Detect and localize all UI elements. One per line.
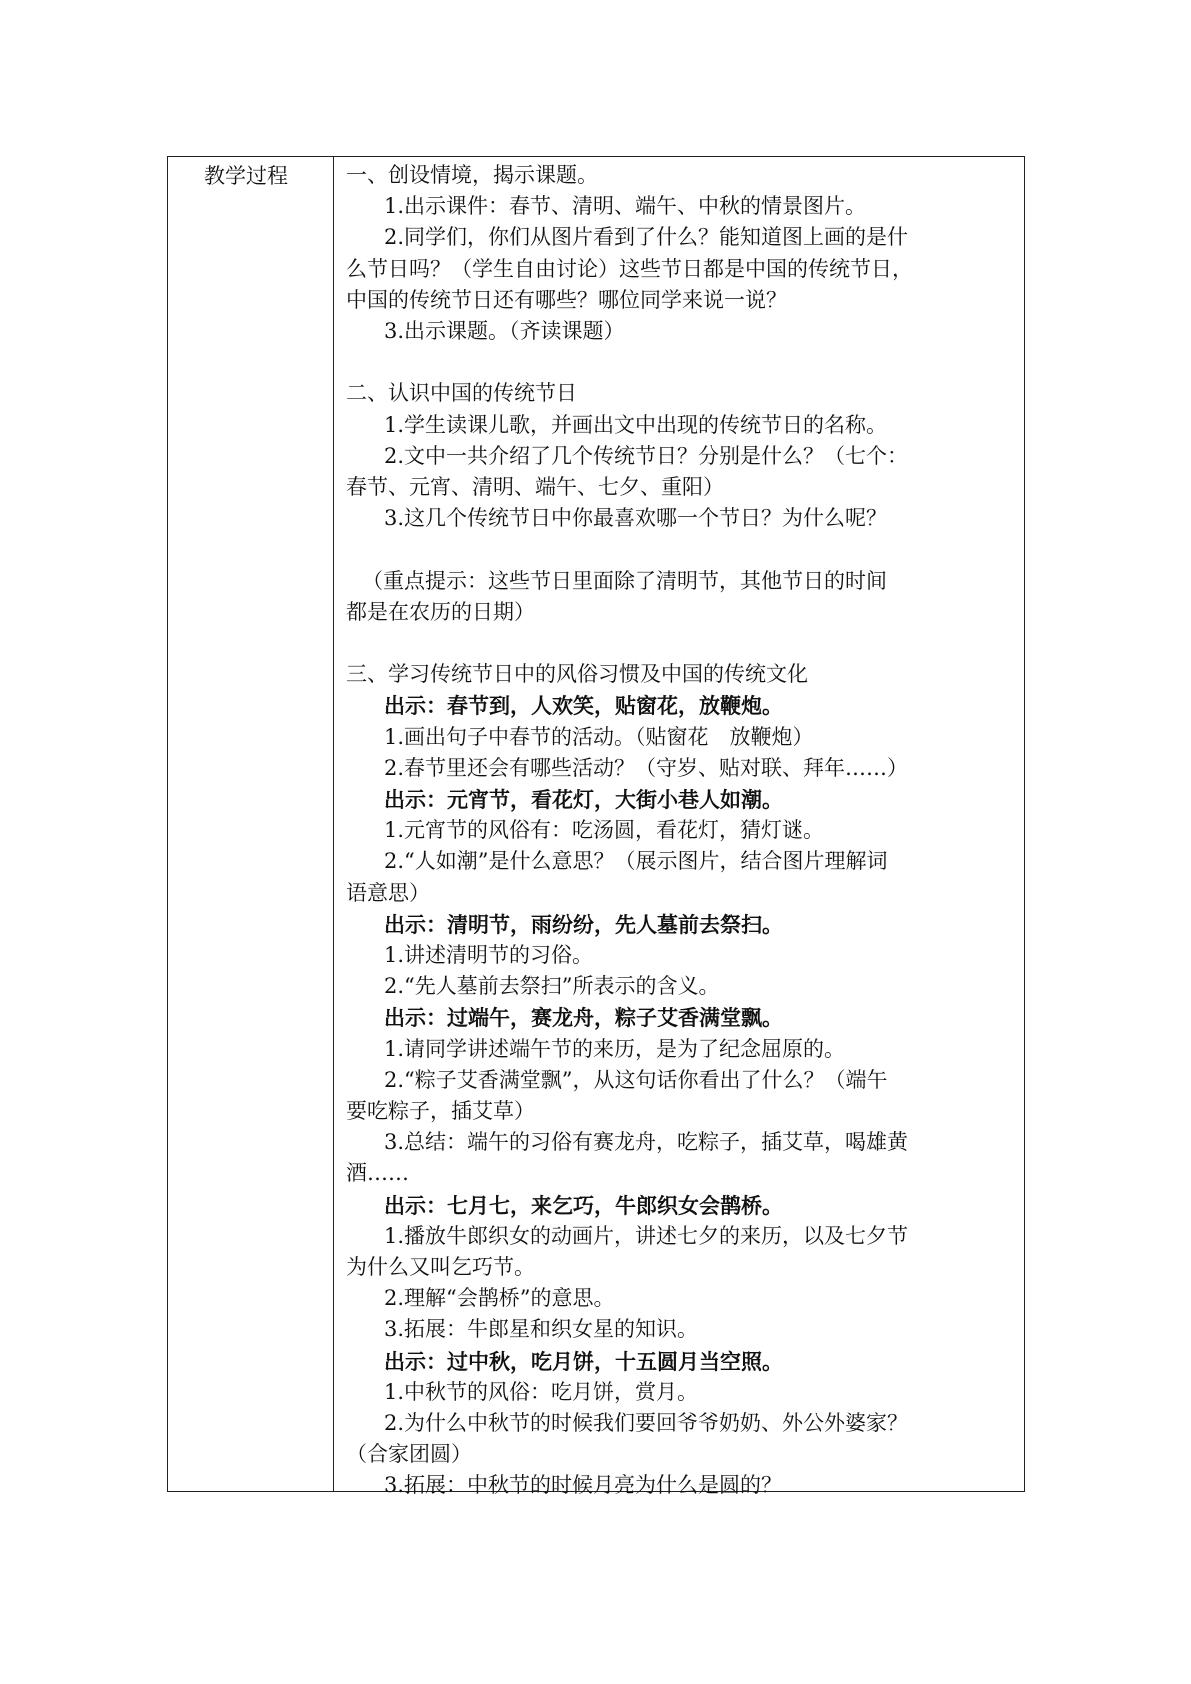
display-verse-line: 出示：清明节，雨纷纷，先人墓前去祭扫。 [384,911,783,937]
content-line: 三、学习传统节日中的风俗习惯及中国的传统文化 [346,662,808,687]
label-cell [168,157,334,1491]
content-line: 2.春节里还会有哪些活动？（守岁、贴对联、拜年……） [384,755,909,780]
content-line: 2.同学们，你们从图片看到了什么？能知道图上画的是什 [384,225,909,250]
content-line: 1.请同学讲述端午节的来历，是为了纪念屈原的。 [384,1036,846,1061]
content-line: 要吃粽子，插艾草） [346,1099,535,1123]
content-line: 3.出示课题。（齐读课题） [384,319,625,343]
content-line: 1.讲述清明节的习俗。 [384,943,594,967]
content-line: 都是在农历的日期） [346,599,535,624]
content-line: 1.元宵节的风俗有：吃汤圆，看花灯，猜灯谜。 [384,818,825,843]
content-line: 2.为什么中秋节的时候我们要回爷爷奶奶、外公外婆家？ [384,1411,909,1435]
content-line: （合家团圆） [346,1442,472,1467]
content-line: 1.出示课件：春节、清明、端午、中秋的情景图片。 [384,194,867,219]
content-line: 春节、元宵、清明、端午、七夕、重阳） [346,475,724,499]
display-verse-line: 出示：春节到，人欢笑，贴窗花，放鞭炮。 [384,693,783,719]
display-verse-line: 出示：过端午，赛龙舟，粽子艾香满堂飘。 [384,1005,783,1031]
display-verse-line: 出示：七月七，来乞巧，牛郎织女会鹊桥。 [384,1192,783,1218]
display-verse-line: 出示：元宵节，看花灯，大街小巷人如潮。 [384,787,783,812]
content-line: 么节日吗？（学生自由讨论）这些节日都是中国的传统节日， [346,256,913,281]
content-line: 3.拓展：牛郎星和织女星的知识。 [384,1317,699,1342]
content-line: 2.理解“会鹊桥”的意思。 [384,1286,615,1311]
lesson-table [167,156,1025,1498]
content-line: 二、认识中国的传统节日 [346,381,577,406]
content-line: 酒…… [346,1161,409,1186]
content-line: 3.拓展：中秋节的时候月亮为什么是圆的？ [384,1473,783,1498]
display-verse-line: 出示：过中秋，吃月饼，十五圆月当空照。 [384,1348,783,1374]
content-line: 2.“粽子艾香满堂飘”，从这句话你看出了什么？（端午 [384,1067,888,1092]
content-line: 3.总结：端午的习俗有赛龙舟，吃粽子，插艾草，喝雄黄 [384,1130,909,1155]
content-line: 2.文中一共介绍了几个传统节日？分别是什么？（七个： [384,443,909,468]
content-line: 1.学生读课儿歌，并画出文中出现的传统节日的名称。 [384,412,888,437]
content-line: 1.播放牛郎织女的动画片，讲述七夕的来历，以及七夕节 [384,1223,909,1248]
content-line: 中国的传统节日还有哪些？哪位同学来说一说？ [346,287,787,312]
content-line: 为什么又叫乞巧节。 [346,1255,535,1279]
content-line: 3.这几个传统节日中你最喜欢哪一个节日？为什么呢？ [384,506,888,531]
content-line: 语意思） [346,880,430,905]
content-line: 一、创设情境，揭示课题。 [346,163,598,187]
content-line: 2.“人如潮”是什么意思？（展示图片，结合图片理解词 [384,849,888,874]
row-label: 教学过程 [204,164,288,188]
content-line: 1.画出句子中春节的活动。（贴窗花 放鞭炮） [384,724,814,749]
content-line: （重点提示：这些节日里面除了清明节，其他节日的时间 [362,568,887,593]
content-line: 1.中秋节的风俗：吃月饼，赏月。 [384,1379,699,1404]
content-cell [334,157,1024,1498]
content-line: 2.“先人墓前去祭扫”所表示的含义。 [384,974,720,999]
